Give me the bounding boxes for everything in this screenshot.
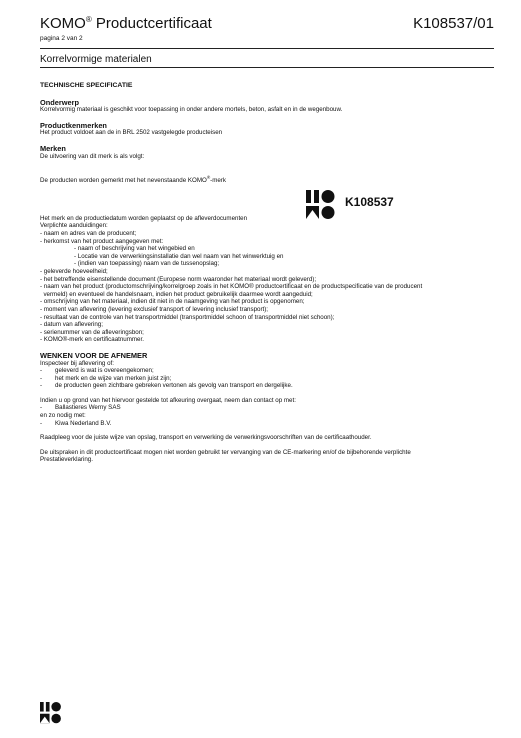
list-subitem: - naam of beschrijving van het wingebied en — [74, 245, 195, 253]
list-item: - moment van aflevering (levering exclusief transport of levering inclusief transport); — [40, 305, 269, 313]
list-item: - KOMO®-merk en certificaatnummer. — [40, 336, 144, 344]
uitspraken-text-2: Prestatieverklaring. — [40, 456, 93, 464]
documents-intro: Het merk en de productiedatum worden geplaatst op de afleverdocumenten — [40, 214, 248, 222]
merk-line: De producten worden gemerkt met het nevenstaande KOMO®-merk — [40, 175, 226, 185]
uitspraken-text-1: De uitspraken in dit productcertificaat mogen niet worden gebruikt ter vervanging van de CE-markering en/of de bijbehorende verplichte — [40, 448, 411, 456]
contact-item: - Ballastieres Werny SAS — [40, 404, 121, 412]
raadpleeg-text: Raadpleeg voor de juiste wijze van opslag, transport en verwerking de verwerkingsvoorschriften van de certificaathouder. — [40, 434, 372, 442]
list-item: - herkomst van het product aangegeven met: — [40, 237, 164, 245]
check-item: - geleverd is wat is overeengekomen; — [40, 367, 154, 375]
onderwerp-heading: Onderwerp — [40, 97, 80, 107]
list-item: - naam van het product (productomschrijving/korrelgroep zoals in het KOMO® productcertificaat en de productspecificatie van de producent — [40, 283, 423, 291]
document-title: KOMO® Productcertificaat — [40, 15, 212, 32]
check-item: - de producten geen zichtbare gebreken vertonen als gevolg van transport en dergelijke. — [40, 382, 293, 390]
check-item: - het merk en de wijze van merken juist zijn; — [40, 374, 172, 382]
tech-spec-heading: TECHNISCHE SPECIFICATIE — [40, 82, 133, 89]
list-item: - datum van aflevering; — [40, 321, 103, 329]
list-item: - omschrijving van het materiaal, indien dit niet in de naamgeving van het product is opgenomen; — [40, 298, 305, 306]
merken-text: De uitvoering van dit merk is als volgt: — [40, 152, 145, 160]
verplicht-label: Verplichte aanduidingen: — [40, 222, 108, 230]
certificate-number: K108537/01 — [413, 15, 494, 32]
productkenmerken-text: Het product voldoet aan de in BRL 2502 vastgelegde producteisen — [40, 129, 223, 137]
onderwerp-text: Korrelvormig materiaal is geschikt voor toepassing in onder andere mortels, beton, asfalt en in de wegenbouw. — [40, 106, 343, 114]
komo-footer-logo-icon — [40, 702, 62, 724]
list-item: vermeld) en eventueel de handelsnaam, indien het product gebruikelijk daarmee wordt aangeduid; — [40, 290, 313, 298]
contact-item: - Kiwa Nederland B.V. — [40, 419, 112, 427]
contact-intro: Indien u op grond van het hiervoor gestelde tot afkeuring overgaat, neem dan contact op met: — [40, 396, 296, 404]
en-zo-nodig: en zo nodig met: — [40, 412, 86, 420]
list-item: - serienummer van de afleveringsbon; — [40, 328, 144, 336]
wenken-heading: WENKEN VOOR DE AFNEMER — [40, 350, 148, 360]
header-rule — [40, 48, 494, 49]
page-indicator: pagina 2 van 2 — [40, 35, 83, 42]
subtitle-rule — [40, 67, 494, 68]
productkenmerken-heading: Productkenmerken — [40, 120, 107, 130]
list-subitem: - (indien van toepassing) naam van de tussenopslag; — [74, 260, 220, 268]
inspect-text: Inspecteer bij aflevering of: — [40, 359, 114, 367]
komo-mark-code: K108537 — [345, 195, 394, 209]
merken-heading: Merken — [40, 143, 66, 153]
list-item: - het betreffende eisenstellende document (Europese norm waaronder het materiaal wordt geleverd); — [40, 275, 317, 283]
list-subitem: - Locatie van de verwerkingsinstallatie dan wel naam van het winwerktuig en — [74, 252, 284, 260]
list-item: - naam en adres van de producent; — [40, 230, 137, 237]
komo-logo-icon — [306, 190, 336, 220]
list-item: - geleverde hoeveelheid; — [40, 267, 108, 275]
content-body — [40, 82, 498, 464]
list-item: - resultaat van de controle van het transportmiddel (transportmiddel schoon of transportmiddel niet schoon); — [40, 313, 335, 321]
document-subtitle: Korrelvormige materialen — [40, 54, 152, 65]
